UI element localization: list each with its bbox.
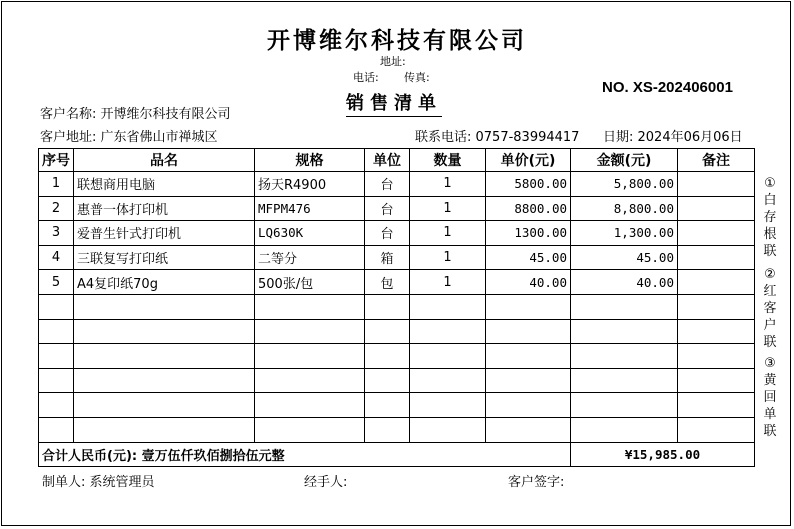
cell-product: A4复印纸70g bbox=[74, 270, 255, 295]
cell-unit-price: 8800.00 bbox=[486, 196, 571, 221]
cell-index: 5 bbox=[39, 270, 74, 295]
cell-spec: 500张/包 bbox=[255, 270, 365, 295]
cell-remark bbox=[678, 221, 755, 246]
cell-unit: 台 bbox=[365, 172, 410, 197]
cell-unit: 台 bbox=[365, 221, 410, 246]
table-row bbox=[39, 172, 755, 197]
company-name: 开博维尔科技有限公司 bbox=[267, 28, 527, 54]
cell-unit-price: 1300.00 bbox=[486, 221, 571, 246]
cell-quantity: 1 bbox=[410, 270, 486, 295]
cell-spec: 二等分 bbox=[255, 245, 365, 270]
cell-index: 1 bbox=[39, 172, 74, 197]
copy-label-white-stub: ①白存根联 bbox=[763, 176, 777, 259]
cell-unit: 箱 bbox=[365, 245, 410, 270]
document-title: 销售清单 bbox=[346, 89, 442, 117]
cell-quantity: 1 bbox=[410, 172, 486, 197]
header-unit: 单位 bbox=[365, 149, 410, 172]
cell-amount: 5,800.00 bbox=[571, 172, 678, 197]
empty-row bbox=[39, 368, 755, 393]
cell-index: 3 bbox=[39, 221, 74, 246]
total-row bbox=[39, 442, 755, 467]
phone-label: 电话: bbox=[353, 71, 379, 84]
table-header-row bbox=[39, 149, 755, 172]
document-date: 日期: 2024年06月06日 bbox=[603, 130, 743, 145]
cell-unit-price: 40.00 bbox=[486, 270, 571, 295]
contact-phone: 联系电话: 0757-83994417 bbox=[415, 130, 580, 145]
header-quantity: 数量 bbox=[410, 149, 486, 172]
copy-label-red-customer: ②红客户联 bbox=[763, 267, 777, 350]
header-spec: 规格 bbox=[255, 149, 365, 172]
header-product: 品名 bbox=[74, 149, 255, 172]
handler-field: 经手人: bbox=[304, 475, 348, 490]
header-remark: 备注 bbox=[678, 149, 755, 172]
table-row bbox=[39, 245, 755, 270]
cell-amount: 1,300.00 bbox=[571, 221, 678, 246]
cell-unit-price: 5800.00 bbox=[486, 172, 571, 197]
customer-address: 客户地址: 广东省佛山市禅城区 bbox=[40, 130, 218, 145]
cell-remark bbox=[678, 172, 755, 197]
cell-spec: MFPM476 bbox=[255, 196, 365, 221]
total-in-words: 合计人民币(元): 壹万伍仟玖佰捌拾伍元整 bbox=[39, 442, 571, 467]
document-number: NO. XS-202406001 bbox=[602, 79, 733, 96]
header-unit-price: 单价(元) bbox=[486, 149, 571, 172]
cell-product: 三联复写打印纸 bbox=[74, 245, 255, 270]
cell-quantity: 1 bbox=[410, 245, 486, 270]
cell-remark bbox=[678, 270, 755, 295]
cell-amount: 40.00 bbox=[571, 270, 678, 295]
cell-unit: 包 bbox=[365, 270, 410, 295]
empty-row bbox=[39, 417, 755, 442]
cell-remark bbox=[678, 196, 755, 221]
copy-label-yellow-receipt: ③黄回单联 bbox=[763, 356, 777, 439]
address-label: 地址: bbox=[380, 55, 406, 68]
cell-quantity: 1 bbox=[410, 196, 486, 221]
cell-product: 爱普生针式打印机 bbox=[74, 221, 255, 246]
cell-amount: 8,800.00 bbox=[571, 196, 678, 221]
cell-product: 惠普一体打印机 bbox=[74, 196, 255, 221]
cell-index: 4 bbox=[39, 245, 74, 270]
cell-amount: 45.00 bbox=[571, 245, 678, 270]
cell-spec: 扬天R4900 bbox=[255, 172, 365, 197]
customer-name: 客户名称: 开博维尔科技有限公司 bbox=[40, 107, 231, 122]
cell-unit: 台 bbox=[365, 196, 410, 221]
table-row bbox=[39, 221, 755, 246]
maker-field: 制单人: 系统管理员 bbox=[42, 475, 155, 490]
customer-signature-field: 客户签字: bbox=[508, 475, 565, 490]
header-index: 序号 bbox=[39, 149, 74, 172]
cell-unit-price: 45.00 bbox=[486, 245, 571, 270]
table-row bbox=[39, 196, 755, 221]
cell-product: 联想商用电脑 bbox=[74, 172, 255, 197]
empty-row bbox=[39, 294, 755, 319]
total-amount: ¥15,985.00 bbox=[571, 442, 755, 467]
cell-quantity: 1 bbox=[410, 221, 486, 246]
empty-row bbox=[39, 344, 755, 369]
empty-row bbox=[39, 319, 755, 344]
table-row bbox=[39, 270, 755, 295]
empty-row bbox=[39, 393, 755, 418]
header-amount: 金额(元) bbox=[571, 149, 678, 172]
cell-index: 2 bbox=[39, 196, 74, 221]
fax-label: 传真: bbox=[404, 71, 430, 84]
cell-remark bbox=[678, 245, 755, 270]
cell-spec: LQ630K bbox=[255, 221, 365, 246]
sales-table bbox=[38, 148, 755, 467]
